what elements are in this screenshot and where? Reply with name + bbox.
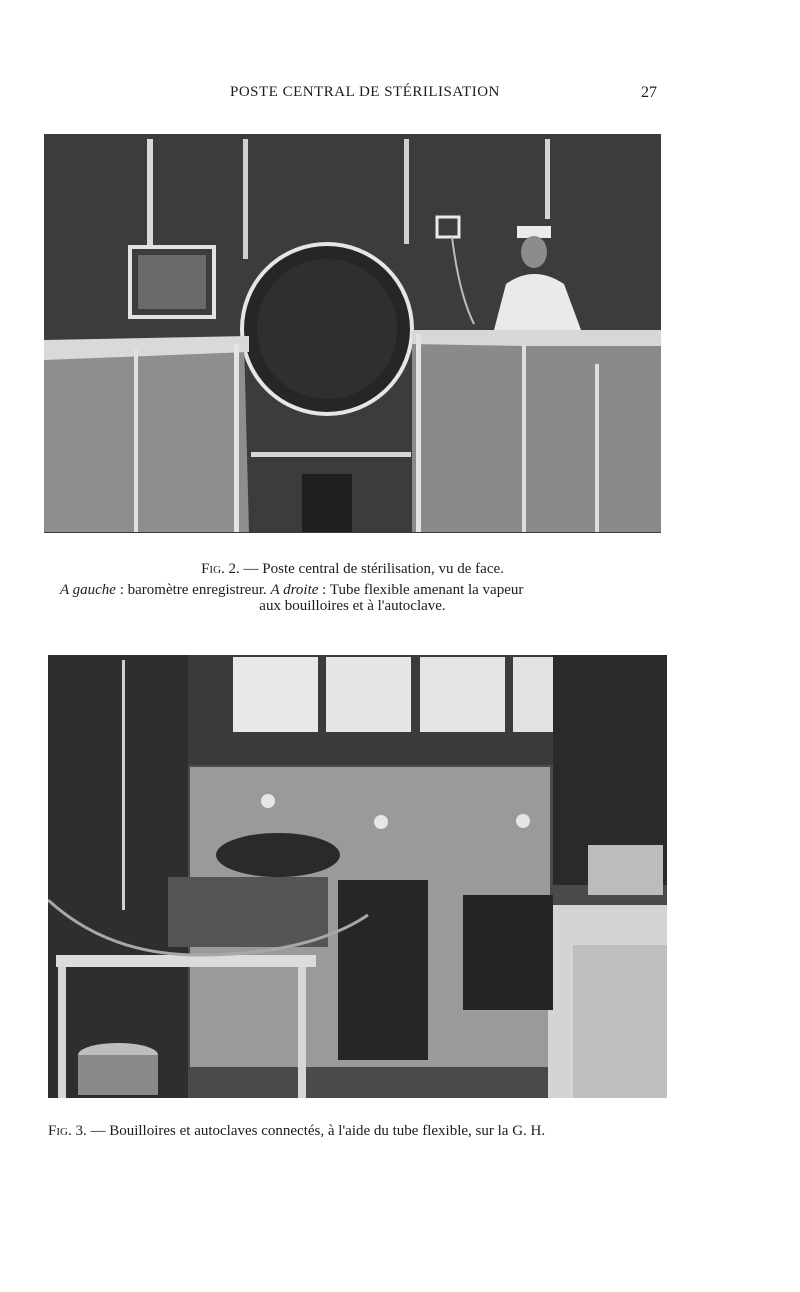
page-number: 27 <box>641 84 657 101</box>
figure-3-text: — Bouilloires et autoclaves connectés, à l'aide du tube flexible, sur la G. H. <box>86 1123 546 1139</box>
detail-right-label: A droite <box>270 582 319 598</box>
detail-left-label: A gauche <box>60 582 116 598</box>
figure-2-detail <box>60 582 660 599</box>
figure-3-label: Fig. 3. <box>48 1123 87 1139</box>
figure-2-title: — Poste central de stérilisation, vu de face. <box>239 561 504 577</box>
figure-2-caption <box>44 561 661 578</box>
detail-left-text: : baromètre enregistreur. <box>115 582 271 598</box>
detail-right-text: : Tube flexible amenant la vapeur <box>318 582 524 598</box>
figure-2-photo <box>44 134 661 533</box>
figure-2-detail-continuation: aux bouilloires et à l'autoclave. <box>259 598 446 614</box>
figure-2-label: Fig. 2. <box>201 561 240 577</box>
page-header <box>0 84 800 106</box>
figure-3-caption <box>48 1123 673 1140</box>
running-title: POSTE CENTRAL DE STÉRILISATION <box>230 84 500 100</box>
figure-3-photo <box>48 655 667 1098</box>
